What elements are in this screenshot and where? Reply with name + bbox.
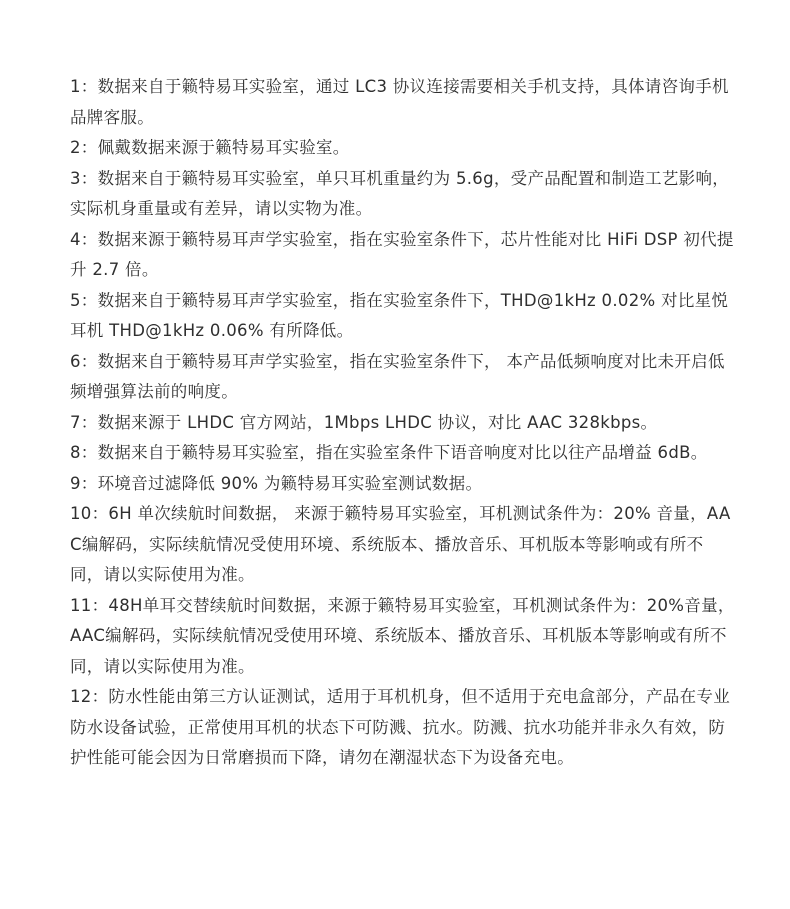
footnote-10: 10：6H 单次续航时间数据， 来源于籁特易耳实验室，耳机测试条件为：20% 音量，AAC编解码，实际续航情况受使用环境、系统版本、播放音乐、耳机版本等影响或有所不同，请以实际使用为准。 <box>70 504 731 584</box>
footnote-4: 4：数据来源于籁特易耳声学实验室，指在实验室条件下，芯片性能对比 HiFi DSP 初代提升 2.7 倍。 <box>70 229 734 279</box>
footnote-7: 7：数据来源于 LHDC 官方网站，1Mbps LHDC 协议，对比 AAC 328kbps。 <box>70 412 658 432</box>
footnote-2: 2：佩戴数据来源于籁特易耳实验室。 <box>70 138 350 157</box>
footnote-1: 1：数据来自于籁特易耳实验室，通过 LC3 协议连接需要相关手机支持，具体请咨询手机品牌客服。 <box>70 77 729 127</box>
footnotes-list <box>70 72 735 774</box>
footnote-11: 11：48H单耳交替续航时间数据，来源于籁特易耳实验室，耳机测试条件为：20%音量，AAC编解码，实际续航情况受使用环境、系统版本、播放音乐、耳机版本等影响或有所不同，请以实际使用为准。 <box>70 595 735 676</box>
footnote-5: 5：数据来自于籁特易耳声学实验室，指在实验室条件下，THD@1kHz 0.02% 对比星悦耳机 THD@1kHz 0.06% 有所降低。 <box>70 290 729 340</box>
footnote-8: 8：数据来自于籁特易耳实验室，指在实验室条件下语音响度对比以往产品增益 6dB。 <box>70 443 708 462</box>
footnote-6: 6：数据来自于籁特易耳声学实验室，指在实验室条件下， 本产品低频响度对比未开启低频增强算法前的响度。 <box>70 351 725 401</box>
footnote-12: 12：防水性能由第三方认证测试，适用于耳机机身，但不适用于充电盒部分，产品在专业防水设备试验，正常使用耳机的状态下可防溅、抗水。防溅、抗水功能并非永久有效，防护性能可能会因为日常磨损而下降，请勿在潮湿状态下为设备充电。 <box>70 687 730 767</box>
footnote-9: 9：环境音过滤降低 90% 为籁特易耳实验室测试数据。 <box>70 473 483 493</box>
footnote-3: 3：数据来自于籁特易耳实验室，单只耳机重量约为 5.6g，受产品配置和制造工艺影响，实际机身重量或有差异，请以实物为准。 <box>70 168 730 218</box>
